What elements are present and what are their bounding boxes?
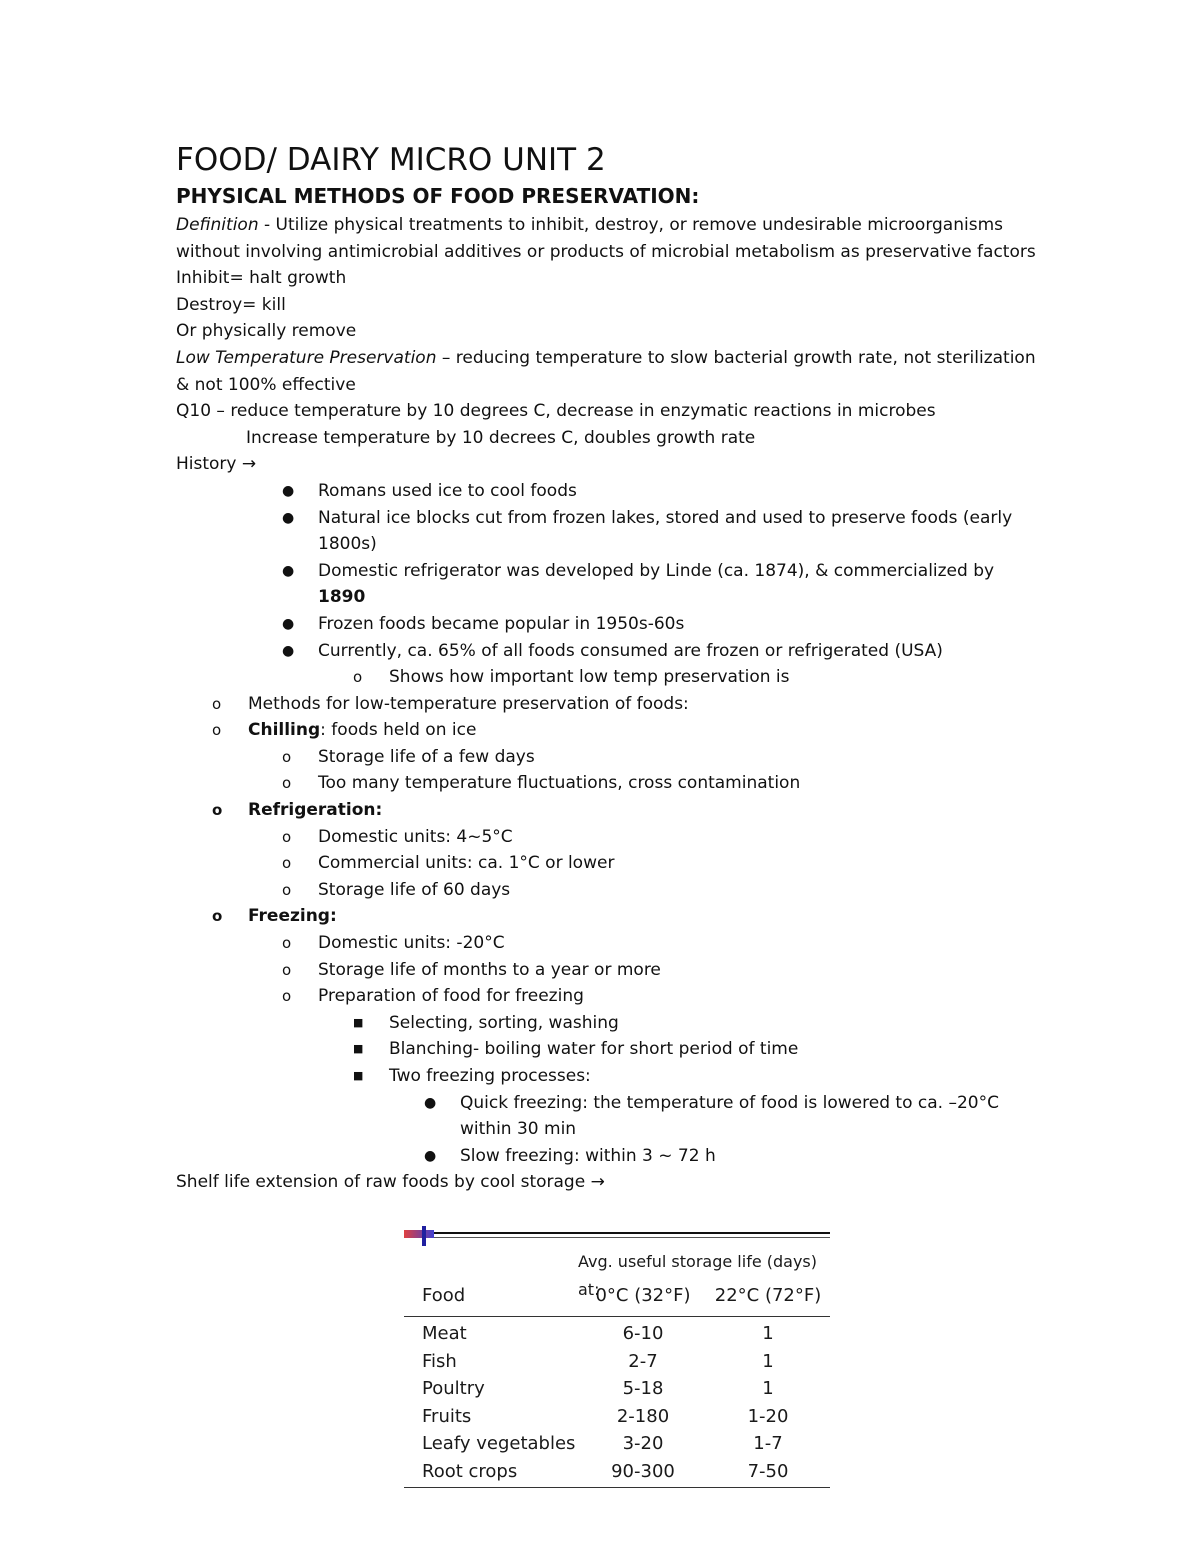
history-line: History → [176,454,257,475]
destroy-line: Destroy= kill [176,294,286,315]
q10-line-2: Increase temperature by 10 decrees C, doubles growth rate [246,427,756,448]
list-item: o Freezing: [212,903,1046,930]
list-item: o Chilling: foods held on ice [212,717,1046,744]
list-item: o Shows how important low temp preservation is [353,664,1046,691]
list-item: o Storage life of 60 days [282,877,1046,904]
table-body [404,1317,830,1488]
table-row: Poultry 5-18 1 [422,1378,774,1399]
bullet-icon: ● [282,482,295,499]
inhibit-line: Inhibit= halt growth [176,268,347,289]
list-item: ● Natural ice blocks cut from frozen lakes, stored and used to preserve foods (early 1800s) [282,505,1046,558]
storage-life-table [404,1224,830,1488]
column-header: 0°C (32°F) [595,1285,691,1306]
list-item: o Refrigeration: [212,797,1046,824]
list-item: o Storage life of months to a year or more [282,957,1046,984]
circle-bullet-icon: o [282,880,292,899]
table-row: Root crops 90-300 7-50 [422,1460,789,1482]
list-item: ● Currently, ca. 65% of all foods consumed are frozen or refrigerated (USA) [282,638,1046,665]
definition-text: - Utilize physical treatments to inhibit, destroy, or remove undesirable microorganisms without involving antimicrobial additives or products of microbial metabolism as preservative factors [176,215,1036,262]
list-item: o Storage life of a few days [282,744,1046,771]
list-item: o Domestic units: 4~5°C [282,824,1046,851]
document-page [176,140,1046,1196]
circle-bullet-icon: o [282,987,292,1006]
table-row: Leafy vegetables 3-20 1-7 [422,1433,783,1454]
definition-term: Definition [176,215,259,235]
bullet-icon: ● [282,562,295,579]
list-item: o Domestic units: -20°C [282,930,1046,957]
list-item: ● Domestic refrigerator was developed by Linde (ca. 1874), & commercialized by 1890 [282,558,1046,611]
bullet-icon: ● [282,509,295,526]
circle-bullet-icon: o [282,747,292,766]
list-item: ● Romans used ice to cool foods [282,478,1046,505]
list-item: ● Quick freezing: the temperature of food is lowered to ca. –20°C within 30 min [424,1090,1046,1143]
bullet-icon: ● [424,1147,437,1164]
list-item: o Preparation of food for freezing [282,983,1046,1010]
bullet-icon: ● [424,1094,437,1111]
list-item: ● Frozen foods became popular in 1950s-60s [282,611,1046,638]
section-heading: PHYSICAL METHODS OF FOOD PRESERVATION: [176,184,700,208]
bullet-icon: ● [282,615,295,632]
column-header: Food [422,1285,466,1306]
circle-bullet-icon: o [212,801,223,820]
circle-bullet-icon: o [282,960,292,979]
definition-paragraph [176,212,1046,265]
table-header-row [404,1276,830,1317]
circle-bullet-icon: o [282,827,292,846]
list-item: ■ Two freezing processes: [353,1063,1046,1090]
table-row: Meat 6-10 1 [422,1323,774,1344]
circle-bullet-icon: o [282,854,292,873]
circle-bullet-icon: o [212,694,222,713]
document-title: FOOD/ DAIRY MICRO UNIT 2 [176,142,606,178]
methods-list [176,691,1046,1170]
table-group-header: Avg. useful storage life (days) at: [578,1252,817,1299]
list-item: ■ Selecting, sorting, washing [353,1010,1046,1037]
circle-bullet-icon: o [282,934,292,953]
bullet-icon: ● [282,642,295,659]
list-item: ■ Blanching- boiling water for short period of time [353,1036,1046,1063]
list-item: o Too many temperature fluctuations, cross contamination [282,770,1046,797]
ltp-paragraph [176,345,1046,398]
square-bullet-icon: ■ [353,1069,364,1082]
list-item: o Commercial units: ca. 1°C or lower [282,850,1046,877]
ltp-term: Low Temperature Preservation [176,347,437,368]
remove-line: Or physically remove [176,321,357,342]
table-row: Fish 2-7 1 [422,1350,774,1372]
circle-bullet-icon: o [212,907,223,926]
circle-bullet-icon: o [282,774,292,793]
ltp-text: – reducing temperature to slow bacterial growth rate, not sterilization & not 100% effective [176,347,1036,395]
table-row: Fruits 2-180 1-20 [422,1405,789,1427]
table-decoration [404,1224,830,1248]
circle-bullet-icon: o [212,721,222,740]
list-item: o Methods for low-temperature preservation of foods: [212,691,1046,718]
column-header: 22°C (72°F) [714,1285,822,1306]
history-list [176,478,1046,691]
square-bullet-icon: ■ [353,1015,364,1029]
list-item: ● Slow freezing: within 3 ~ 72 h [424,1143,1046,1170]
square-bullet-icon: ■ [353,1042,364,1056]
shelf-life-line: Shelf life extension of raw foods by cool storage → [176,1172,605,1193]
circle-bullet-icon: o [353,668,363,687]
q10-line: Q10 – reduce temperature by 10 degrees C, decrease in enzymatic reactions in microbes [176,401,936,422]
